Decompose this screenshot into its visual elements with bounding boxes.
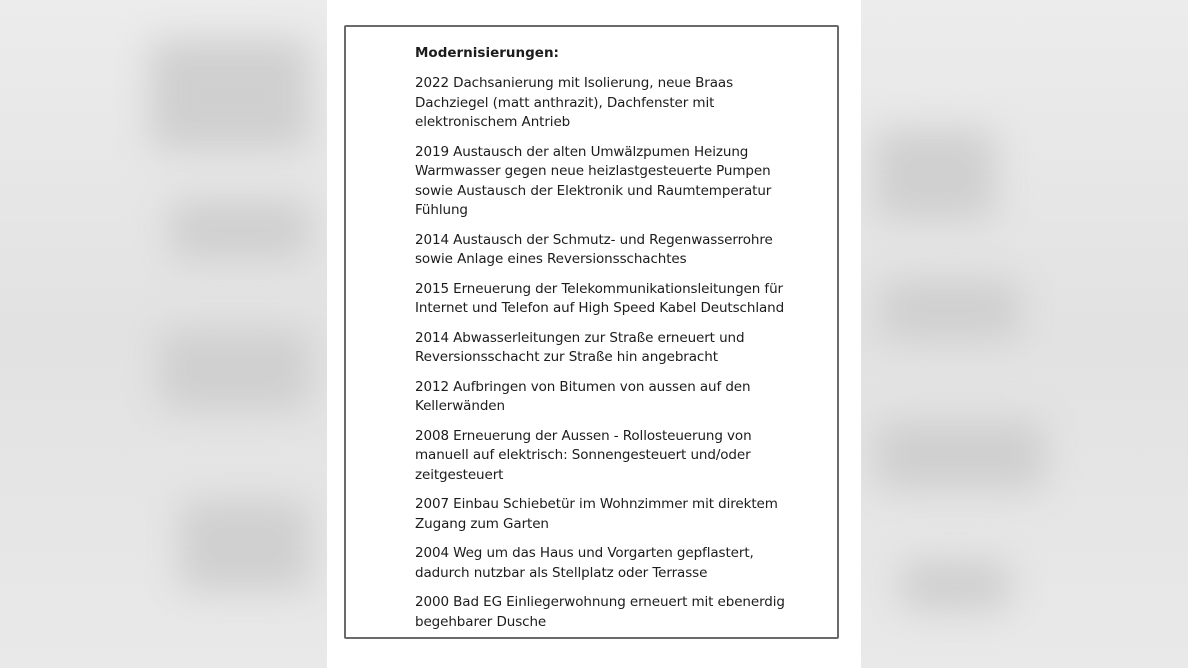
list-heading: Modernisierungen: (415, 45, 559, 61)
list-item: 2019 Austausch der alten Umwälzpumen Heizung Warmwasser gegen neue heizlastgesteuerte Pumpen sowie Austausch der Elektronik und Raumtemperatur Fühlung (415, 143, 772, 218)
modernization-list (415, 44, 793, 642)
list-item: 2000 Bad EG Einliegerwohnung erneuert mit ebenerdig begehbarer Dusche (415, 594, 785, 630)
blurred-shape (900, 560, 1010, 610)
list-item: 2014 Abwasserleitungen zur Straße erneuert und Reversionsschacht zur Straße hin angebracht (415, 329, 745, 365)
blurred-shape (170, 200, 310, 260)
blurred-shape (875, 130, 995, 220)
blurred-shape (880, 280, 1020, 340)
list-item: 2012 Aufbringen von Bitumen von aussen auf den Kellerwänden (415, 378, 751, 414)
blurred-shape (160, 330, 310, 410)
list-item: 2015 Erneuerung der Telekommunikationsleitungen für Internet und Telefon auf High Speed Kabel Deutschland (415, 280, 785, 316)
list-item: 2022 Dachsanierung mit Isolierung, neue Braas Dachziegel (matt anthrazit), Dachfenster mit elektronischem Antrieb (415, 75, 734, 130)
list-item: 2008 Erneuerung der Aussen - Rollosteuerung von manuell auf elektrisch: Sonnengesteuert und/oder zeitgesteuert (415, 427, 752, 483)
list-item: 2007 Einbau Schiebetür im Wohnzimmer mit direktem Zugang zum Garten (415, 496, 778, 532)
list-item: 2004 Weg um das Haus und Vorgarten gepflastert, dadurch nutzbar als Stellplatz oder Terrasse (415, 545, 754, 581)
blurred-shape (180, 500, 310, 590)
list-item: 2014 Austausch der Schmutz- und Regenwasserrohre sowie Anlage eines Reversionsschachtes (415, 231, 773, 267)
blurred-shape (875, 420, 1045, 490)
blurred-shape (150, 40, 310, 150)
